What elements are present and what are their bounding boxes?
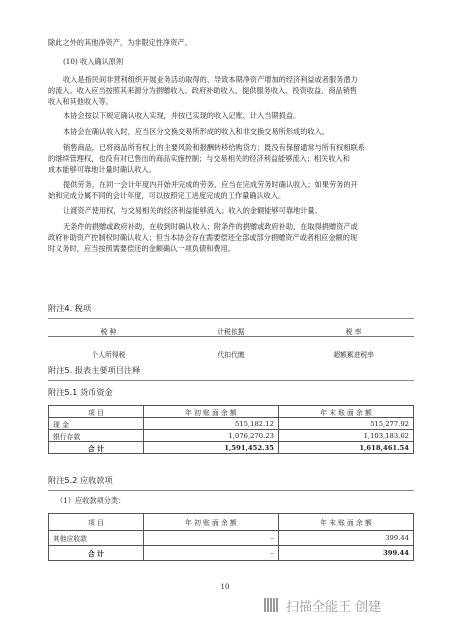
paragraph-line: 的继续管理权，也没有对已售出的商品实施控制；与交易相关的经济利益能够流入；相关收入和 [48,154,350,163]
paragraph-line: 让渡资产使用权，与交易相关的经济利益能够流入；收入的金额能够可靠地计量。 [63,206,322,215]
paragraph-line: 时义务时，应当按照需要偿还的金额确认一项负债和费用。 [48,244,235,253]
cash-header-item: 项 目 [49,406,144,418]
divider [48,318,414,319]
cash-opening: 515,182.12 [143,418,278,430]
paragraph-line: 销售商品，已将商品所有权上的主要风险和报酬转移给购货方；既没有保留通常与所有权相联系 [63,143,365,152]
paragraph-line: 除此之外的其他净资产，为非限定性净资产。 [48,38,192,47]
tax-header-type: 税 种 [48,325,169,337]
paragraph-line: 本协会在确认收入时，应当区分交换交易所形成的收入和非交换交易所形成的收入。 [63,127,329,136]
tax-table [48,325,414,359]
note-4-title: 附注4. 税项 [48,303,92,313]
cash-total-closing: 1,618,461.54 [278,442,413,454]
recv-total-label: 合 计 [49,546,144,561]
tax-basis: 代扣代缴 [217,350,245,359]
recv-opening: – [143,531,278,546]
paragraph-line: 政府补助资产控制权时确认收入；但当本协会存在需要偿还全部或部分捐赠资产或者相应金额的现 [48,233,358,242]
table-row [49,531,414,546]
cash-closing: 515,277.92 [278,418,413,430]
paragraph-line: 始和完成分属不同的会计年度，可以按照完工进度完成的工作量确认收入。 [48,191,286,200]
recv-item: 其他应收款 [49,531,144,546]
paragraph-line: 的流入。收入应当按照其来源分为捐赠收入、政府补助收入、提供服务收入、投资收益、商品销售 [48,86,358,95]
cash-header-opening: 年 初 账 面 余 额 [143,406,278,418]
receivables-subtitle: （1）应收款项分类： [56,496,126,505]
recv-total-closing: 399.44 [278,546,413,561]
divider [48,490,414,491]
cash-total-opening: 1,591,452.35 [143,442,278,454]
table-header-row [49,514,414,531]
tax-type: 个人所得税 [91,350,126,359]
paragraph-line: 收入是指民间非营利组织开展业务活动取得的、导致本期净资产增加的经济利益或者服务潜力 [63,75,358,84]
table-header-row [48,325,414,337]
cash-item: 现 金 [49,418,144,430]
recv-total-opening: – [143,546,278,561]
recv-header-opening: 年 初 账 面 余 额 [143,514,278,531]
table-total-row [49,442,414,454]
tax-header-basis: 计税依据 [169,325,293,337]
page-number: 10 [220,583,230,591]
recv-header-item: 项 目 [49,514,144,531]
receivables-table [48,513,414,561]
paragraph-line: 收入和其他收入等。 [48,97,113,106]
qr-code-icon [264,598,278,612]
note-5-title: 附注5. 报表主要项目注释 [48,365,141,375]
recv-header-closing: 年 末 账 面 余 额 [278,514,413,531]
table-header-row [49,406,414,418]
cash-table [48,405,414,454]
table-row [49,418,414,430]
table-total-row [49,546,414,561]
table-row [49,430,414,442]
paragraph-line: 成本能够可靠地计量时确认收入。 [48,165,156,174]
cash-total-label: 合 计 [49,442,144,454]
table-row [48,348,414,359]
note-5-2-title: 附注5.2 应收款项 [48,475,113,485]
tax-header-rate: 税 率 [293,325,414,337]
tax-rate: 超额累进税率 [333,350,374,359]
cash-closing: 1,103,183.62 [278,430,413,442]
cash-item: 银行存款 [49,430,144,442]
watermark-text: 扫描全能王 创建 [286,600,382,615]
paragraph-line: 提供劳务，在同一会计年度内开始并完成的劳务，应当在完成劳务时确认收入；如果劳务的开 [63,180,358,189]
note-5-1-title: 附注5.1 货币资金 [48,387,113,397]
divider [48,380,414,381]
cash-opening: 1,076,270.23 [143,430,278,442]
recv-closing: 399.44 [278,531,413,546]
paragraph-line: 本协会按以下规定确认收入实现，并按已实现的收入记账，计入当期损益。 [63,111,301,120]
paragraph-line: 无条件的捐赠或政府补助，在收到时确认收入；附条件的捐赠或政府补助，在取得捐赠资产或 [63,222,358,231]
paragraph-line: (10) 收入确认原则 [63,57,124,66]
cash-header-closing: 年 末 账 面 余 额 [278,406,413,418]
